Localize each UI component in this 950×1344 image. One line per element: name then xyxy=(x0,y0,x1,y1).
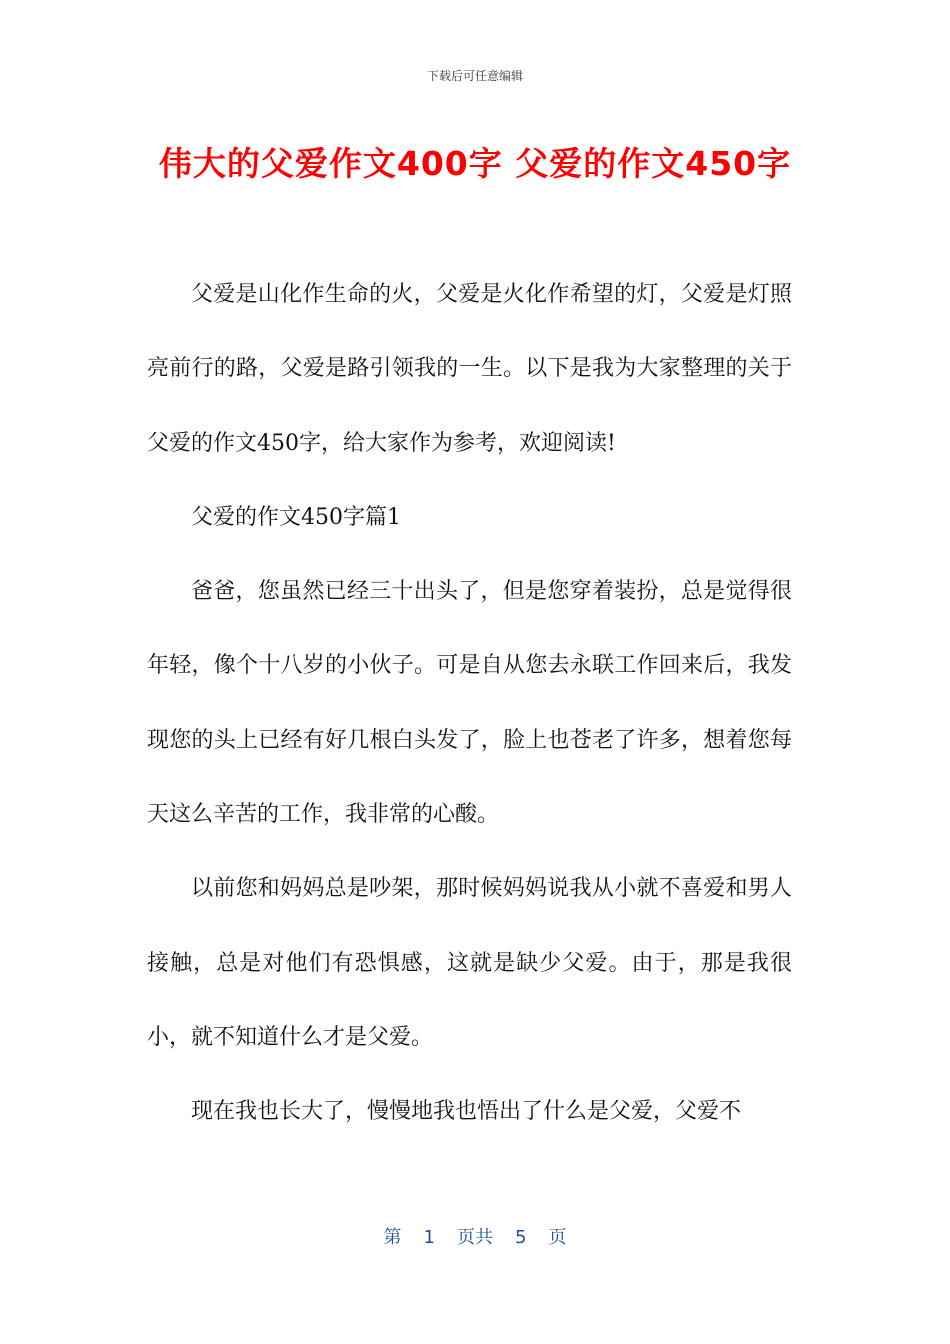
paragraph: 以前您和妈妈总是吵架，那时候妈妈说我从小就不喜爱和男人接触，总是对他们有恐惧感，这就是缺少父爱。由于，那是我很小，就不知道什么才是父爱。 xyxy=(147,876,792,1050)
page-footer xyxy=(0,1224,950,1252)
paragraph: 现在我也长大了，慢慢地我也悟出了什么是父爱，父爱不 xyxy=(191,1099,742,1125)
footer-prefix: 第 xyxy=(383,1227,402,1248)
paragraph-intro: 父爱是山化作生命的火，父爱是火化作希望的灯，父爱是灯照亮前行的路，父爱是路引领我的一生。以下是我为大家整理的关于父爱的作文450字，给大家作为参考，欢迎阅读! xyxy=(147,282,792,456)
footer-suffix: 页 xyxy=(548,1227,567,1248)
footer-middle: 页共 xyxy=(457,1227,493,1248)
footer-total-pages: 5 xyxy=(515,1227,527,1248)
document-body xyxy=(147,258,792,1150)
footer-page-number: 1 xyxy=(423,1227,435,1248)
paragraph: 爸爸，您虽然已经三十出头了，但是您穿着装扮，总是觉得很年轻，像个十八岁的小伙子。可是自从您去永联工作回来后，我发现您的头上已经有好几根白头发了，脸上也苍老了许多，想着您每天这么辛苦的工作，我非常的心酸。 xyxy=(147,579,792,828)
document-title: 伟大的父爱作文400字 父爱的作文450字 xyxy=(158,144,792,183)
section-heading: 父爱的作文450字篇1 xyxy=(191,504,401,530)
header-note: 下载后可任意编辑 xyxy=(426,69,523,83)
